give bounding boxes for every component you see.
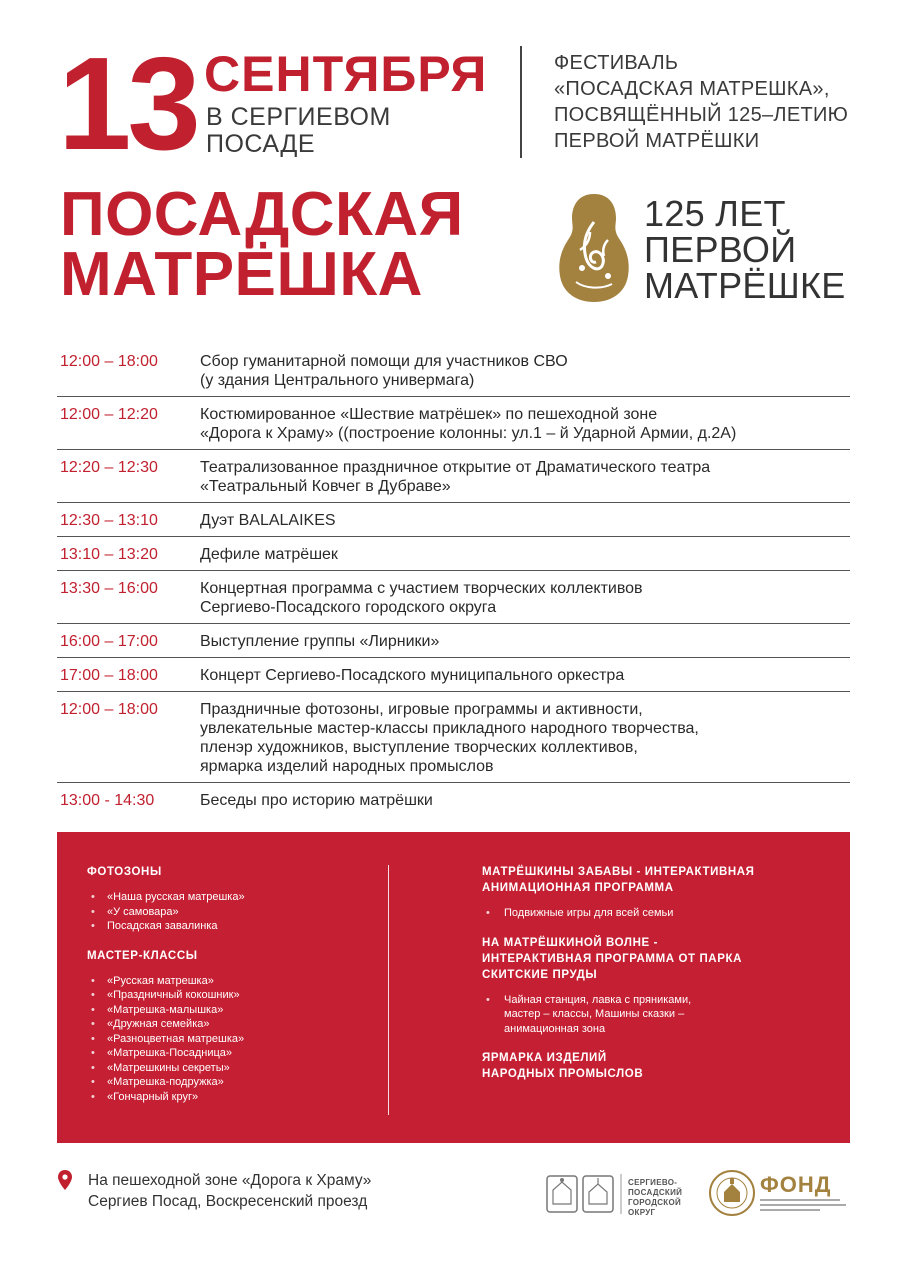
desc-line: увлекательные мастер-классы прикладного народного творчества,	[200, 720, 699, 737]
anniversary-text	[644, 193, 884, 306]
heading-line: ЯРМАРКА ИЗДЕЛИЙ	[482, 1052, 607, 1064]
schedule-time: 13:10 – 13:20	[60, 546, 158, 563]
schedule-row	[57, 537, 850, 571]
desc-line: Концертная программа с участием творческих коллективов	[200, 580, 643, 597]
desc-line: пленэр художников, выступление творческих коллективов,	[200, 739, 638, 756]
festival-description	[554, 50, 884, 154]
address-line: Сергиев Посад, Воскресенский проезд	[88, 1193, 368, 1210]
heading-line: ИНТЕРАКТИВНАЯ ПРОГРАММА ОТ ПАРКА	[482, 952, 743, 965]
desc-line: Выступление группы «Лирники»	[200, 633, 440, 650]
schedule-desc	[200, 511, 850, 530]
schedule-time: 12:30 – 13:10	[60, 512, 158, 529]
schedule-time: 12:00 – 18:00	[60, 701, 158, 718]
list-item: • «Разноцветная матрешка»	[87, 1032, 377, 1047]
heading-line: НАРОДНЫХ ПРОМЫСЛОВ	[482, 1068, 644, 1080]
festival-line: ПОСВЯЩЁННЫЙ 125–ЛЕТИЮ	[554, 104, 849, 126]
fond-subtitle-lines-icon	[760, 1198, 850, 1212]
desc-line: (у здания Центрального универмага)	[200, 372, 475, 389]
list-item: • «У самовара»	[87, 905, 377, 920]
list-item: • «Матрешка-Посадница»	[87, 1046, 377, 1061]
schedule-desc	[200, 579, 850, 617]
festival-line: ФЕСТИВАЛЬ	[554, 52, 679, 74]
schedule-row	[57, 503, 850, 537]
schedule-row	[57, 783, 850, 816]
desc-line: «Театральный Ковчег в Дубраве»	[200, 478, 451, 495]
schedule-time: 12:00 – 18:00	[60, 353, 158, 370]
coat-of-arms-icon	[545, 1170, 630, 1218]
event-city	[206, 104, 426, 158]
list-item: • «Матрешкины секреты»	[87, 1061, 377, 1076]
event-address	[88, 1170, 371, 1212]
schedule-table	[57, 344, 850, 816]
schedule-row	[57, 624, 850, 658]
anniversary-line: МАТРЁШКЕ	[644, 265, 846, 306]
schedule-desc	[200, 545, 850, 564]
list-item: • «Гончарный круг»	[87, 1090, 377, 1105]
okrug-line: СЕРГИЕВО-	[628, 1178, 678, 1187]
schedule-time: 12:20 – 12:30	[60, 459, 158, 476]
volna-list	[482, 993, 827, 1037]
festival-title	[60, 180, 540, 309]
item-line: • Чайная станция, лавка с пряниками,	[504, 993, 692, 1006]
desc-line: Концерт Сергиево-Посадского муниципального оркестра	[200, 667, 625, 684]
schedule-desc	[200, 632, 850, 651]
schedule-desc	[200, 791, 850, 810]
city-line: В СЕРГИЕВОМ	[206, 103, 391, 131]
masterclasses-heading: МАСТЕР-КЛАССЫ	[87, 949, 198, 962]
desc-line: Костюмированное «Шествие матрёшек» по пешеходной зоне	[200, 406, 658, 423]
list-item	[482, 993, 827, 1037]
panel-divider	[388, 865, 389, 1115]
location-pin-icon	[58, 1170, 72, 1190]
schedule-row	[57, 571, 850, 624]
okrug-line: ПОСАДСКИЙ	[628, 1188, 683, 1197]
desc-line: Театрализованное праздничное открытие от Драматического театра	[200, 459, 711, 476]
festival-line: «ПОСАДСКАЯ МАТРЕШКА»,	[554, 78, 830, 100]
matryoshka-logo-icon	[556, 192, 632, 304]
list-item: • Посадская завалинка	[87, 919, 377, 934]
desc-line: Сергиево-Посадского городского округа	[200, 599, 497, 616]
schedule-desc	[200, 666, 850, 685]
title-line: МАТРЁШКА	[60, 240, 423, 309]
address-line: На пешеходной зоне «Дорога к Храму»	[88, 1172, 372, 1189]
event-month: СЕНТЯБРЯ	[204, 46, 488, 102]
schedule-time: 12:00 – 12:20	[60, 406, 158, 423]
schedule-desc	[200, 405, 850, 443]
zabavy-list	[482, 906, 827, 921]
schedule-time: 17:00 – 18:00	[60, 667, 158, 684]
list-item: • «Матрешка-подружка»	[87, 1075, 377, 1090]
schedule-desc	[200, 352, 850, 390]
desc-line: Беседы про историю матрёшки	[200, 792, 433, 809]
list-item: • «Матрешка-малышка»	[87, 1003, 377, 1018]
schedule-time: 13:30 – 16:00	[60, 580, 158, 597]
zabavy-heading	[482, 864, 827, 896]
desc-line: «Дорога к Храму» ((построение колонны: ул.1 – й Ударной Армии, д.2А)	[200, 425, 737, 442]
volna-heading	[482, 935, 827, 983]
schedule-time: 16:00 – 17:00	[60, 633, 158, 650]
city-line: ПОСАДЕ	[206, 130, 316, 158]
event-day: 13	[58, 30, 197, 177]
heading-line: МАТРЁШКИНЫ ЗАБАВЫ - ИНТЕРАКТИВНАЯ	[482, 866, 755, 878]
anniversary-line: 125 ЛЕТ	[644, 193, 786, 234]
schedule-desc	[200, 458, 850, 496]
schedule-desc	[200, 700, 850, 776]
header-divider	[520, 46, 522, 158]
festival-line: ПЕРВОЙ МАТРЁШКИ	[554, 130, 760, 152]
masterclasses-list	[87, 974, 377, 1105]
schedule-row	[57, 450, 850, 503]
desc-line: Дефиле матрёшек	[200, 546, 338, 563]
okrug-line: ГОРОДСКОЙ	[628, 1198, 682, 1207]
item-line: мастер – классы, Машины сказки –	[504, 1008, 685, 1020]
desc-line: Сбор гуманитарной помощи для участников СВО	[200, 353, 568, 370]
heading-line: НА МАТРЁШКИНОЙ ВОЛНЕ -	[482, 936, 659, 949]
schedule-row	[57, 658, 850, 692]
photozones-heading: ФОТОЗОНЫ	[87, 866, 162, 878]
heading-line: СКИТСКИЕ ПРУДЫ	[482, 968, 598, 981]
anniversary-line: ПЕРВОЙ	[644, 229, 797, 270]
schedule-row	[57, 344, 850, 397]
list-item: • «Наша русская матрешка»	[87, 890, 377, 905]
schedule-row	[57, 397, 850, 450]
list-item: • «Дружная семейка»	[87, 1017, 377, 1032]
photozones-list	[87, 890, 377, 934]
heading-line: АНИМАЦИОННАЯ ПРОГРАММА	[482, 882, 674, 894]
okrug-line: ОКРУГ	[628, 1208, 656, 1217]
desc-line: Дуэт BALALAIKES	[200, 512, 336, 529]
list-item: • «Праздничный кокошник»	[87, 988, 377, 1003]
list-item: • Подвижные игры для всей семьи	[482, 906, 827, 921]
fair-heading	[482, 1050, 827, 1082]
fond-logo-text: ФОНД	[760, 1172, 832, 1197]
schedule-row	[57, 692, 850, 783]
fond-emblem-icon	[708, 1168, 756, 1218]
desc-line: Праздничные фотозоны, игровые программы и активности,	[200, 701, 643, 718]
panel-left-column	[87, 864, 377, 1118]
activities-panel	[57, 832, 850, 1143]
panel-right-column	[482, 864, 827, 1082]
list-item: • «Русская матрешка»	[87, 974, 377, 989]
schedule-time: 13:00 - 14:30	[60, 792, 155, 809]
okrug-logo-text	[628, 1178, 708, 1218]
desc-line: ярмарка изделий народных промыслов	[200, 758, 494, 775]
title-line: ПОСАДСКАЯ	[60, 180, 464, 249]
item-line: анимационная зона	[504, 1022, 606, 1035]
